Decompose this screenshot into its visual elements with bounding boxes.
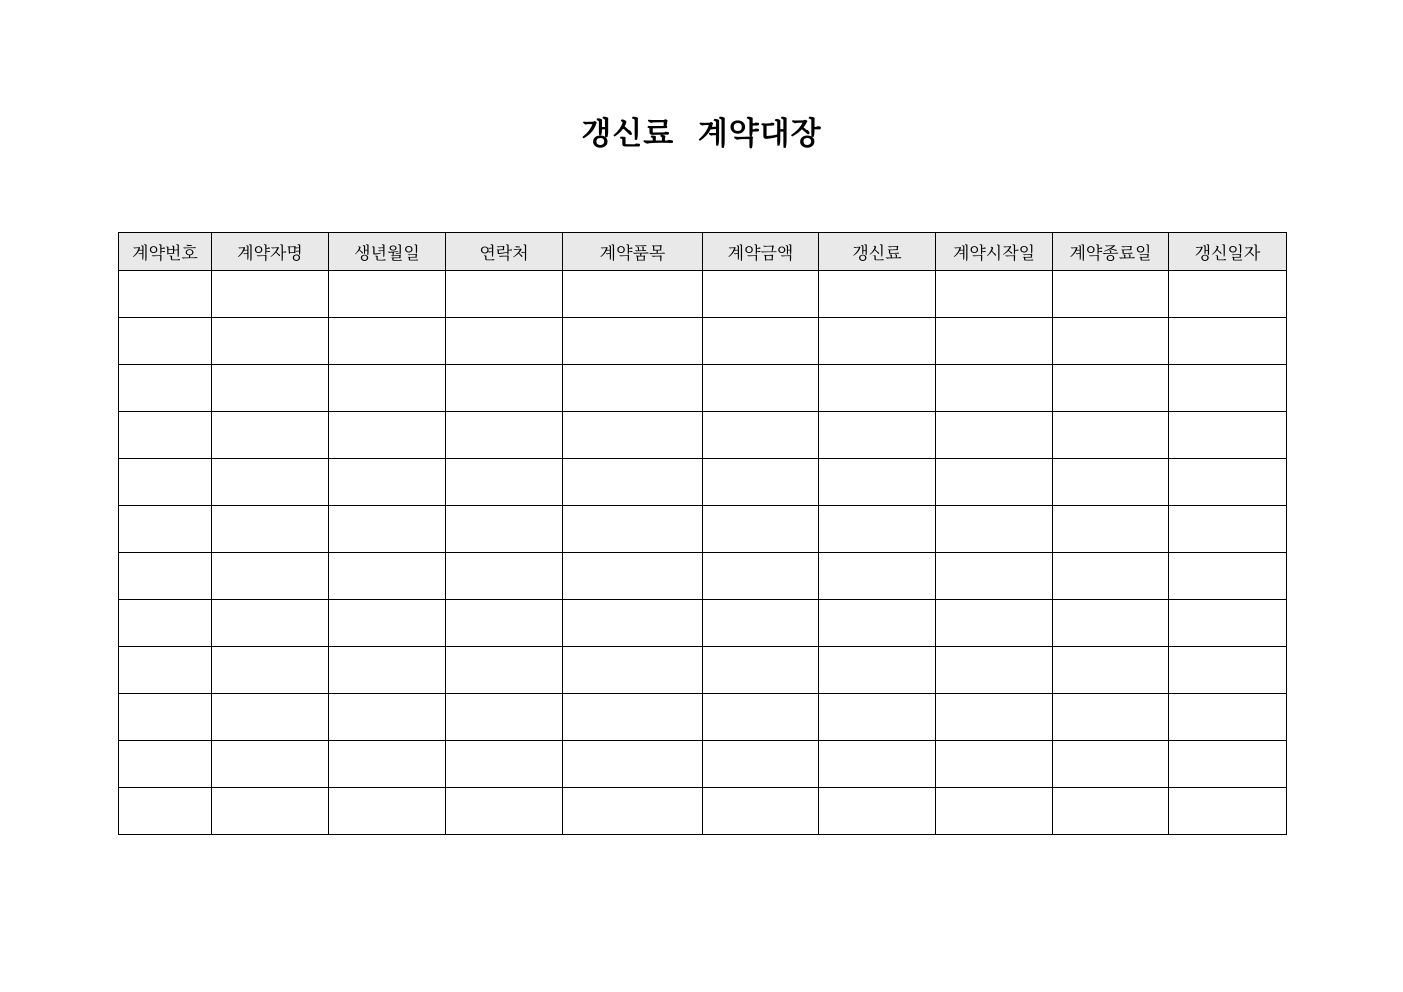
table-cell[interactable] — [819, 647, 936, 694]
table-cell[interactable] — [119, 553, 212, 600]
header-contract-item: 계약품목 — [563, 233, 703, 271]
table-cell[interactable] — [563, 694, 703, 741]
table-cell[interactable] — [446, 600, 563, 647]
table-cell[interactable] — [119, 318, 212, 365]
table-cell[interactable] — [819, 553, 936, 600]
table-cell[interactable] — [329, 553, 446, 600]
table-cell[interactable] — [446, 459, 563, 506]
table-cell[interactable] — [1169, 506, 1287, 553]
table-cell[interactable] — [936, 600, 1053, 647]
table-cell[interactable] — [212, 459, 329, 506]
table-cell[interactable] — [819, 741, 936, 788]
table-cell[interactable] — [819, 365, 936, 412]
table-cell[interactable] — [1053, 694, 1169, 741]
table-cell[interactable] — [212, 271, 329, 318]
table-cell[interactable] — [703, 553, 819, 600]
header-contract-number: 계약번호 — [119, 233, 212, 271]
table-cell[interactable] — [212, 788, 329, 835]
table-cell[interactable] — [329, 741, 446, 788]
table-cell[interactable] — [819, 788, 936, 835]
contract-ledger-table — [118, 232, 1287, 835]
table-cell[interactable] — [329, 506, 446, 553]
table-body — [119, 271, 1287, 835]
table-row — [119, 271, 1287, 318]
table-cell[interactable] — [119, 788, 212, 835]
table-cell[interactable] — [212, 412, 329, 459]
header-renewal-date: 갱신일자 — [1169, 233, 1287, 271]
table-row — [119, 318, 1287, 365]
table-cell[interactable] — [329, 365, 446, 412]
table-cell[interactable] — [212, 600, 329, 647]
table-cell[interactable] — [703, 694, 819, 741]
table-cell[interactable] — [936, 271, 1053, 318]
table-cell[interactable] — [1169, 788, 1287, 835]
header-contractor-name: 계약자명 — [212, 233, 329, 271]
table-cell[interactable] — [119, 600, 212, 647]
table-cell[interactable] — [119, 741, 212, 788]
header-contract-end-date: 계약종료일 — [1053, 233, 1169, 271]
table-cell[interactable] — [703, 506, 819, 553]
table-cell[interactable] — [703, 600, 819, 647]
table-cell[interactable] — [703, 741, 819, 788]
table-cell[interactable] — [1053, 788, 1169, 835]
table-cell[interactable] — [446, 788, 563, 835]
table-cell[interactable] — [1053, 271, 1169, 318]
table-cell[interactable] — [446, 318, 563, 365]
table-cell[interactable] — [329, 647, 446, 694]
table-cell[interactable] — [1053, 506, 1169, 553]
table-row — [119, 694, 1287, 741]
table-cell[interactable] — [936, 506, 1053, 553]
table-row — [119, 600, 1287, 647]
header-contract-amount: 계약금액 — [703, 233, 819, 271]
table-cell[interactable] — [936, 318, 1053, 365]
table-cell[interactable] — [703, 647, 819, 694]
table-cell[interactable] — [936, 553, 1053, 600]
table-cell[interactable] — [819, 459, 936, 506]
table-cell[interactable] — [563, 647, 703, 694]
table-cell[interactable] — [1169, 271, 1287, 318]
table-cell[interactable] — [1169, 694, 1287, 741]
table-cell[interactable] — [119, 271, 212, 318]
table-cell[interactable] — [212, 553, 329, 600]
table-cell[interactable] — [446, 741, 563, 788]
table-cell[interactable] — [1169, 647, 1287, 694]
table-cell[interactable] — [819, 600, 936, 647]
header-renewal-fee: 갱신료 — [819, 233, 936, 271]
table-cell[interactable] — [1053, 459, 1169, 506]
table-cell[interactable] — [703, 412, 819, 459]
table-cell[interactable] — [119, 459, 212, 506]
table-cell[interactable] — [212, 506, 329, 553]
table-row — [119, 365, 1287, 412]
table-cell[interactable] — [819, 412, 936, 459]
table-cell[interactable] — [819, 694, 936, 741]
table-cell[interactable] — [1169, 459, 1287, 506]
table-row — [119, 412, 1287, 459]
table-cell[interactable] — [446, 553, 563, 600]
table-header-row — [119, 233, 1287, 271]
table-cell[interactable] — [1053, 412, 1169, 459]
table-cell[interactable] — [936, 647, 1053, 694]
table-cell[interactable] — [446, 365, 563, 412]
table-cell[interactable] — [703, 318, 819, 365]
table-cell[interactable] — [119, 694, 212, 741]
table-cell[interactable] — [936, 412, 1053, 459]
table-cell[interactable] — [446, 506, 563, 553]
table-cell[interactable] — [936, 365, 1053, 412]
table-cell[interactable] — [819, 271, 936, 318]
table-cell[interactable] — [563, 553, 703, 600]
table-cell[interactable] — [563, 271, 703, 318]
table-cell[interactable] — [329, 412, 446, 459]
table-cell[interactable] — [1169, 600, 1287, 647]
table-cell[interactable] — [446, 694, 563, 741]
header-contact: 연락처 — [446, 233, 563, 271]
table-row — [119, 506, 1287, 553]
table-cell[interactable] — [563, 365, 703, 412]
document-title: 갱신료 계약대장 — [581, 116, 822, 152]
table-cell[interactable] — [563, 412, 703, 459]
table-cell[interactable] — [703, 271, 819, 318]
table-cell[interactable] — [212, 318, 329, 365]
table-cell[interactable] — [212, 694, 329, 741]
table-cell[interactable] — [1169, 365, 1287, 412]
table-row — [119, 553, 1287, 600]
table-cell[interactable] — [212, 365, 329, 412]
table-cell[interactable] — [119, 506, 212, 553]
table-cell[interactable] — [329, 788, 446, 835]
table-row — [119, 741, 1287, 788]
table-row — [119, 459, 1287, 506]
table-cell[interactable] — [212, 741, 329, 788]
table-cell[interactable] — [1169, 741, 1287, 788]
table-cell[interactable] — [329, 694, 446, 741]
table-row — [119, 647, 1287, 694]
table-cell[interactable] — [1169, 318, 1287, 365]
table-cell[interactable] — [936, 788, 1053, 835]
table-cell[interactable] — [1053, 553, 1169, 600]
table-cell[interactable] — [119, 412, 212, 459]
table-cell[interactable] — [119, 647, 212, 694]
table-cell[interactable] — [703, 788, 819, 835]
header-birth-date: 생년월일 — [329, 233, 446, 271]
table-cell[interactable] — [563, 788, 703, 835]
table-cell[interactable] — [936, 741, 1053, 788]
table-cell[interactable] — [446, 647, 563, 694]
table-cell[interactable] — [1053, 365, 1169, 412]
table-cell[interactable] — [563, 459, 703, 506]
table-cell[interactable] — [703, 365, 819, 412]
table-cell[interactable] — [329, 271, 446, 318]
table-cell[interactable] — [1169, 553, 1287, 600]
table-row — [119, 788, 1287, 835]
table-cell[interactable] — [329, 318, 446, 365]
table-cell[interactable] — [1053, 741, 1169, 788]
table-cell[interactable] — [1053, 600, 1169, 647]
table-cell[interactable] — [563, 741, 703, 788]
table-cell[interactable] — [119, 365, 212, 412]
header-contract-start-date: 계약시작일 — [936, 233, 1053, 271]
table-cell[interactable] — [446, 412, 563, 459]
table-cell[interactable] — [563, 318, 703, 365]
table-cell[interactable] — [329, 459, 446, 506]
table-cell[interactable] — [936, 694, 1053, 741]
table-cell[interactable] — [1053, 647, 1169, 694]
table-cell[interactable] — [1169, 412, 1287, 459]
table-cell[interactable] — [1053, 318, 1169, 365]
table-cell[interactable] — [936, 459, 1053, 506]
table-cell[interactable] — [212, 647, 329, 694]
table-cell[interactable] — [819, 506, 936, 553]
table-cell[interactable] — [563, 506, 703, 553]
table-cell[interactable] — [703, 459, 819, 506]
table-cell[interactable] — [819, 318, 936, 365]
table-cell[interactable] — [446, 271, 563, 318]
table-cell[interactable] — [329, 600, 446, 647]
table-cell[interactable] — [563, 600, 703, 647]
